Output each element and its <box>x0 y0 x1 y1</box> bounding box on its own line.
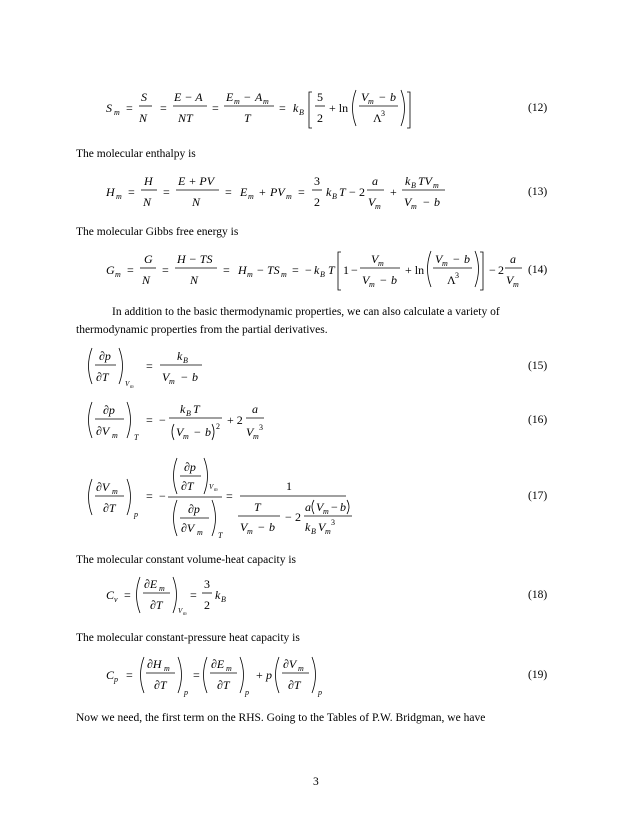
svg-text:T: T <box>339 185 346 199</box>
svg-text:V: V <box>368 195 376 209</box>
svg-text:b: b <box>434 195 440 209</box>
svg-text:3: 3 <box>259 423 263 432</box>
svg-text:B: B <box>411 181 416 190</box>
svg-text:−: − <box>453 252 460 266</box>
svg-text:b: b <box>391 273 397 287</box>
svg-text:∂p: ∂p <box>103 403 115 417</box>
svg-text:=: = <box>223 263 230 277</box>
svg-text:m: m <box>183 432 189 441</box>
svg-text:m: m <box>115 270 121 279</box>
svg-text:3: 3 <box>381 109 385 118</box>
svg-text:−: − <box>349 185 356 199</box>
svg-text:−: − <box>489 263 496 277</box>
svg-text:Λ: Λ <box>373 111 382 125</box>
svg-text:∂V: ∂V <box>96 424 110 438</box>
svg-text:V: V <box>162 370 170 384</box>
svg-text:1: 1 <box>286 479 292 493</box>
svg-text:V: V <box>240 520 248 534</box>
svg-text:H: H <box>238 263 247 277</box>
svg-text:2: 2 <box>498 263 504 277</box>
svg-text:=: = <box>146 413 153 427</box>
svg-text:=: = <box>292 263 299 277</box>
svg-text:NT: NT <box>178 111 193 125</box>
svg-text:b: b <box>390 90 396 104</box>
svg-text:−: − <box>305 263 312 277</box>
svg-text:=: = <box>225 185 232 199</box>
svg-text:PV: PV <box>270 185 285 199</box>
svg-text:∂V: ∂V <box>96 480 110 494</box>
svg-text:m: m <box>112 431 118 440</box>
svg-text:+: + <box>256 668 263 682</box>
svg-text:p: p <box>114 675 118 684</box>
equation-number-15: (15) <box>528 360 548 372</box>
svg-text:m: m <box>214 488 218 493</box>
svg-text:k: k <box>215 588 221 602</box>
svg-text:−: − <box>380 273 387 287</box>
svg-text:m: m <box>248 192 254 201</box>
svg-text:V: V <box>506 273 514 287</box>
svg-text:+: + <box>390 185 397 199</box>
svg-text:V: V <box>209 483 214 491</box>
svg-text:m: m <box>247 270 253 279</box>
svg-text:∂V: ∂V <box>181 521 195 535</box>
svg-text:m: m <box>197 528 203 537</box>
svg-text:G: G <box>144 252 153 266</box>
svg-text:TS: TS <box>267 263 280 277</box>
svg-text:E: E <box>240 185 248 199</box>
equation-number-17: (17) <box>528 490 548 502</box>
svg-text:=: = <box>160 101 167 115</box>
svg-text:m: m <box>442 259 448 268</box>
svg-text:∂p: ∂p <box>188 502 200 516</box>
svg-text:m: m <box>411 202 417 211</box>
equation-number-12: (12) <box>528 102 548 114</box>
svg-text:T: T <box>193 402 200 416</box>
svg-text:B: B <box>183 356 188 365</box>
svg-text:m: m <box>323 507 329 516</box>
svg-text:m: m <box>513 280 519 289</box>
equation-number-14: (14) <box>528 264 548 276</box>
svg-text:−: − <box>159 489 166 503</box>
svg-text:+ ln: + ln <box>329 101 349 115</box>
svg-text:=: = <box>162 263 169 277</box>
svg-text:V: V <box>362 273 370 287</box>
svg-text:m: m <box>325 527 331 536</box>
svg-text:=: = <box>163 185 170 199</box>
svg-text:2: 2 <box>216 422 220 431</box>
svg-text:p: p <box>318 688 322 697</box>
svg-text:m: m <box>378 259 384 268</box>
svg-text:m: m <box>247 527 253 536</box>
svg-text:a: a <box>305 500 311 514</box>
svg-text:m: m <box>375 202 381 211</box>
svg-text:H: H <box>106 185 115 199</box>
svg-text:−: − <box>258 520 265 534</box>
svg-text:=: = <box>298 185 305 199</box>
svg-text:m: m <box>281 270 287 279</box>
svg-text:T: T <box>328 263 335 277</box>
svg-text:T: T <box>218 531 223 540</box>
svg-text:=: = <box>190 588 197 602</box>
svg-text:=: = <box>279 101 286 115</box>
svg-text:2: 2 <box>359 185 365 199</box>
svg-text:−: − <box>159 413 166 427</box>
equation-number-18: (18) <box>528 589 548 601</box>
svg-text:a: a <box>372 174 378 188</box>
svg-text:m: m <box>226 664 232 673</box>
svg-text:S: S <box>141 90 147 104</box>
svg-text:∂T: ∂T <box>217 678 230 692</box>
svg-text:2: 2 <box>317 111 323 125</box>
svg-text:k: k <box>180 402 186 416</box>
svg-text:m: m <box>368 97 374 106</box>
svg-text:m: m <box>169 377 175 386</box>
svg-text:k: k <box>177 349 183 363</box>
svg-text:m: m <box>116 192 122 201</box>
svg-text:m: m <box>183 612 187 617</box>
equation-number-16: (16) <box>528 414 548 426</box>
svg-text:=: = <box>126 101 133 115</box>
svg-text:∂T: ∂T <box>103 501 116 515</box>
svg-text:C: C <box>106 588 115 602</box>
svg-text:T: T <box>244 111 251 125</box>
svg-text:m: m <box>433 181 439 190</box>
svg-text:=: = <box>124 588 131 602</box>
svg-text:b: b <box>205 425 211 439</box>
svg-text:V: V <box>318 520 326 534</box>
svg-text:m: m <box>286 192 292 201</box>
svg-text:p: p <box>245 688 249 697</box>
svg-text:E − A: E − A <box>174 90 203 104</box>
svg-text:k: k <box>293 101 299 115</box>
svg-text:C: C <box>106 668 115 682</box>
svg-text:v: v <box>114 595 118 604</box>
svg-text:b: b <box>464 252 470 266</box>
svg-text:=: = <box>193 668 200 682</box>
svg-text:m: m <box>369 280 375 289</box>
svg-text:V: V <box>371 252 379 266</box>
svg-text:1: 1 <box>343 263 349 277</box>
svg-text:N: N <box>143 195 152 209</box>
svg-text:V: V <box>176 425 184 439</box>
svg-text:m: m <box>159 584 165 593</box>
svg-text:V: V <box>316 500 324 514</box>
svg-text:k: k <box>405 174 411 188</box>
svg-text:−: − <box>379 90 386 104</box>
svg-text:+: + <box>259 185 266 199</box>
svg-text:b: b <box>340 500 346 514</box>
svg-text:m: m <box>234 97 240 106</box>
svg-text:N: N <box>190 273 199 287</box>
svg-text:b: b <box>269 520 275 534</box>
svg-text:m: m <box>263 97 269 106</box>
svg-text:−: − <box>423 195 430 209</box>
gibbs-intro: The molecular Gibbs free energy is <box>76 226 239 238</box>
svg-text:N: N <box>142 273 151 287</box>
svg-text:=: = <box>128 185 135 199</box>
page-number: 3 <box>313 776 319 788</box>
svg-text:∂E: ∂E <box>144 577 158 591</box>
svg-text:T: T <box>254 500 261 514</box>
svg-text:−: − <box>285 510 292 524</box>
svg-text:∂T: ∂T <box>150 598 163 612</box>
svg-text:3: 3 <box>314 174 320 188</box>
svg-text:m: m <box>114 108 120 117</box>
svg-text:5: 5 <box>317 90 323 104</box>
svg-text:=: = <box>127 263 134 277</box>
svg-text:N: N <box>139 111 148 125</box>
svg-text:2: 2 <box>204 598 210 612</box>
svg-text:∂H: ∂H <box>147 657 162 671</box>
svg-text:B: B <box>299 108 304 117</box>
svg-text:3: 3 <box>455 271 459 280</box>
svg-text:p: p <box>134 510 138 519</box>
svg-text:m: m <box>130 385 134 390</box>
svg-text:G: G <box>106 263 115 277</box>
svg-text:m: m <box>164 664 170 673</box>
svg-text:T: T <box>134 433 139 442</box>
svg-text:k: k <box>305 520 311 534</box>
svg-text:3: 3 <box>331 518 335 527</box>
svg-text:∂T: ∂T <box>96 370 109 384</box>
svg-text:2: 2 <box>314 195 320 209</box>
closing-text: Now we need, the first term on the RHS. Going to the Tables of P.W. Bridgman, we have <box>76 712 486 724</box>
svg-text:m: m <box>112 487 118 496</box>
svg-text:∂p: ∂p <box>99 349 111 363</box>
svg-text:V: V <box>246 425 254 439</box>
svg-text:−: − <box>194 425 201 439</box>
svg-text:m: m <box>298 664 304 673</box>
svg-text:A: A <box>255 90 263 104</box>
svg-text:−: − <box>181 370 188 384</box>
svg-text:a: a <box>252 402 258 416</box>
svg-text:∂E: ∂E <box>211 657 225 671</box>
svg-text:p: p <box>184 688 188 697</box>
svg-text:E: E <box>226 90 234 104</box>
svg-text:B: B <box>332 192 337 201</box>
svg-text:2: 2 <box>295 510 301 524</box>
svg-text:B: B <box>186 409 191 418</box>
partial-intro-line2: thermodynamic properties from the partial derivatives. <box>76 324 328 336</box>
svg-text:Λ: Λ <box>447 273 456 287</box>
svg-text:H − TS: H − TS <box>177 252 213 266</box>
svg-text:p: p <box>266 668 272 682</box>
svg-text:k: k <box>326 185 332 199</box>
svg-text:V: V <box>361 90 369 104</box>
svg-text:−: − <box>351 263 358 277</box>
svg-text:+ 2: + 2 <box>227 413 243 427</box>
svg-text:=: = <box>226 489 233 503</box>
svg-text:∂T: ∂T <box>181 479 194 493</box>
svg-text:V: V <box>125 380 130 388</box>
svg-text:N: N <box>192 195 201 209</box>
svg-text:=: = <box>146 359 153 373</box>
svg-text:3: 3 <box>204 577 210 591</box>
svg-text:b: b <box>192 370 198 384</box>
svg-text:∂p: ∂p <box>184 460 196 474</box>
svg-text:=: = <box>212 101 219 115</box>
equation-number-13: (13) <box>528 186 548 198</box>
svg-text:−: − <box>257 263 264 277</box>
svg-text:B: B <box>311 527 316 536</box>
svg-text:B: B <box>320 270 325 279</box>
svg-text:=: = <box>126 668 133 682</box>
svg-text:−: − <box>244 90 251 104</box>
svg-text:=: = <box>146 489 153 503</box>
svg-text:∂T: ∂T <box>154 678 167 692</box>
svg-text:V: V <box>404 195 412 209</box>
svg-text:k: k <box>314 263 320 277</box>
cp-intro: The molecular constant-pressure heat capacity is <box>76 632 300 644</box>
svg-text:m: m <box>253 432 259 441</box>
svg-text:H: H <box>144 174 153 188</box>
enthalpy-intro: The molecular enthalpy is <box>76 148 196 160</box>
svg-text:V: V <box>178 607 183 615</box>
svg-text:V: V <box>435 252 443 266</box>
svg-text:∂T: ∂T <box>288 678 301 692</box>
svg-text:B: B <box>221 595 226 604</box>
svg-text:E + PV: E + PV <box>178 174 215 188</box>
svg-text:TV: TV <box>418 174 433 188</box>
cv-intro: The molecular constant volume-heat capacity is <box>76 554 297 566</box>
svg-text:∂V: ∂V <box>283 657 297 671</box>
svg-text:+ ln: + ln <box>405 263 425 277</box>
svg-text:a: a <box>510 252 516 266</box>
svg-text:S: S <box>106 101 112 115</box>
equation-number-19: (19) <box>528 669 548 681</box>
svg-text:−: − <box>331 500 338 514</box>
partial-intro-line1: In addition to the basic thermodynamic properties, we can also calculate a variety of <box>112 306 500 318</box>
